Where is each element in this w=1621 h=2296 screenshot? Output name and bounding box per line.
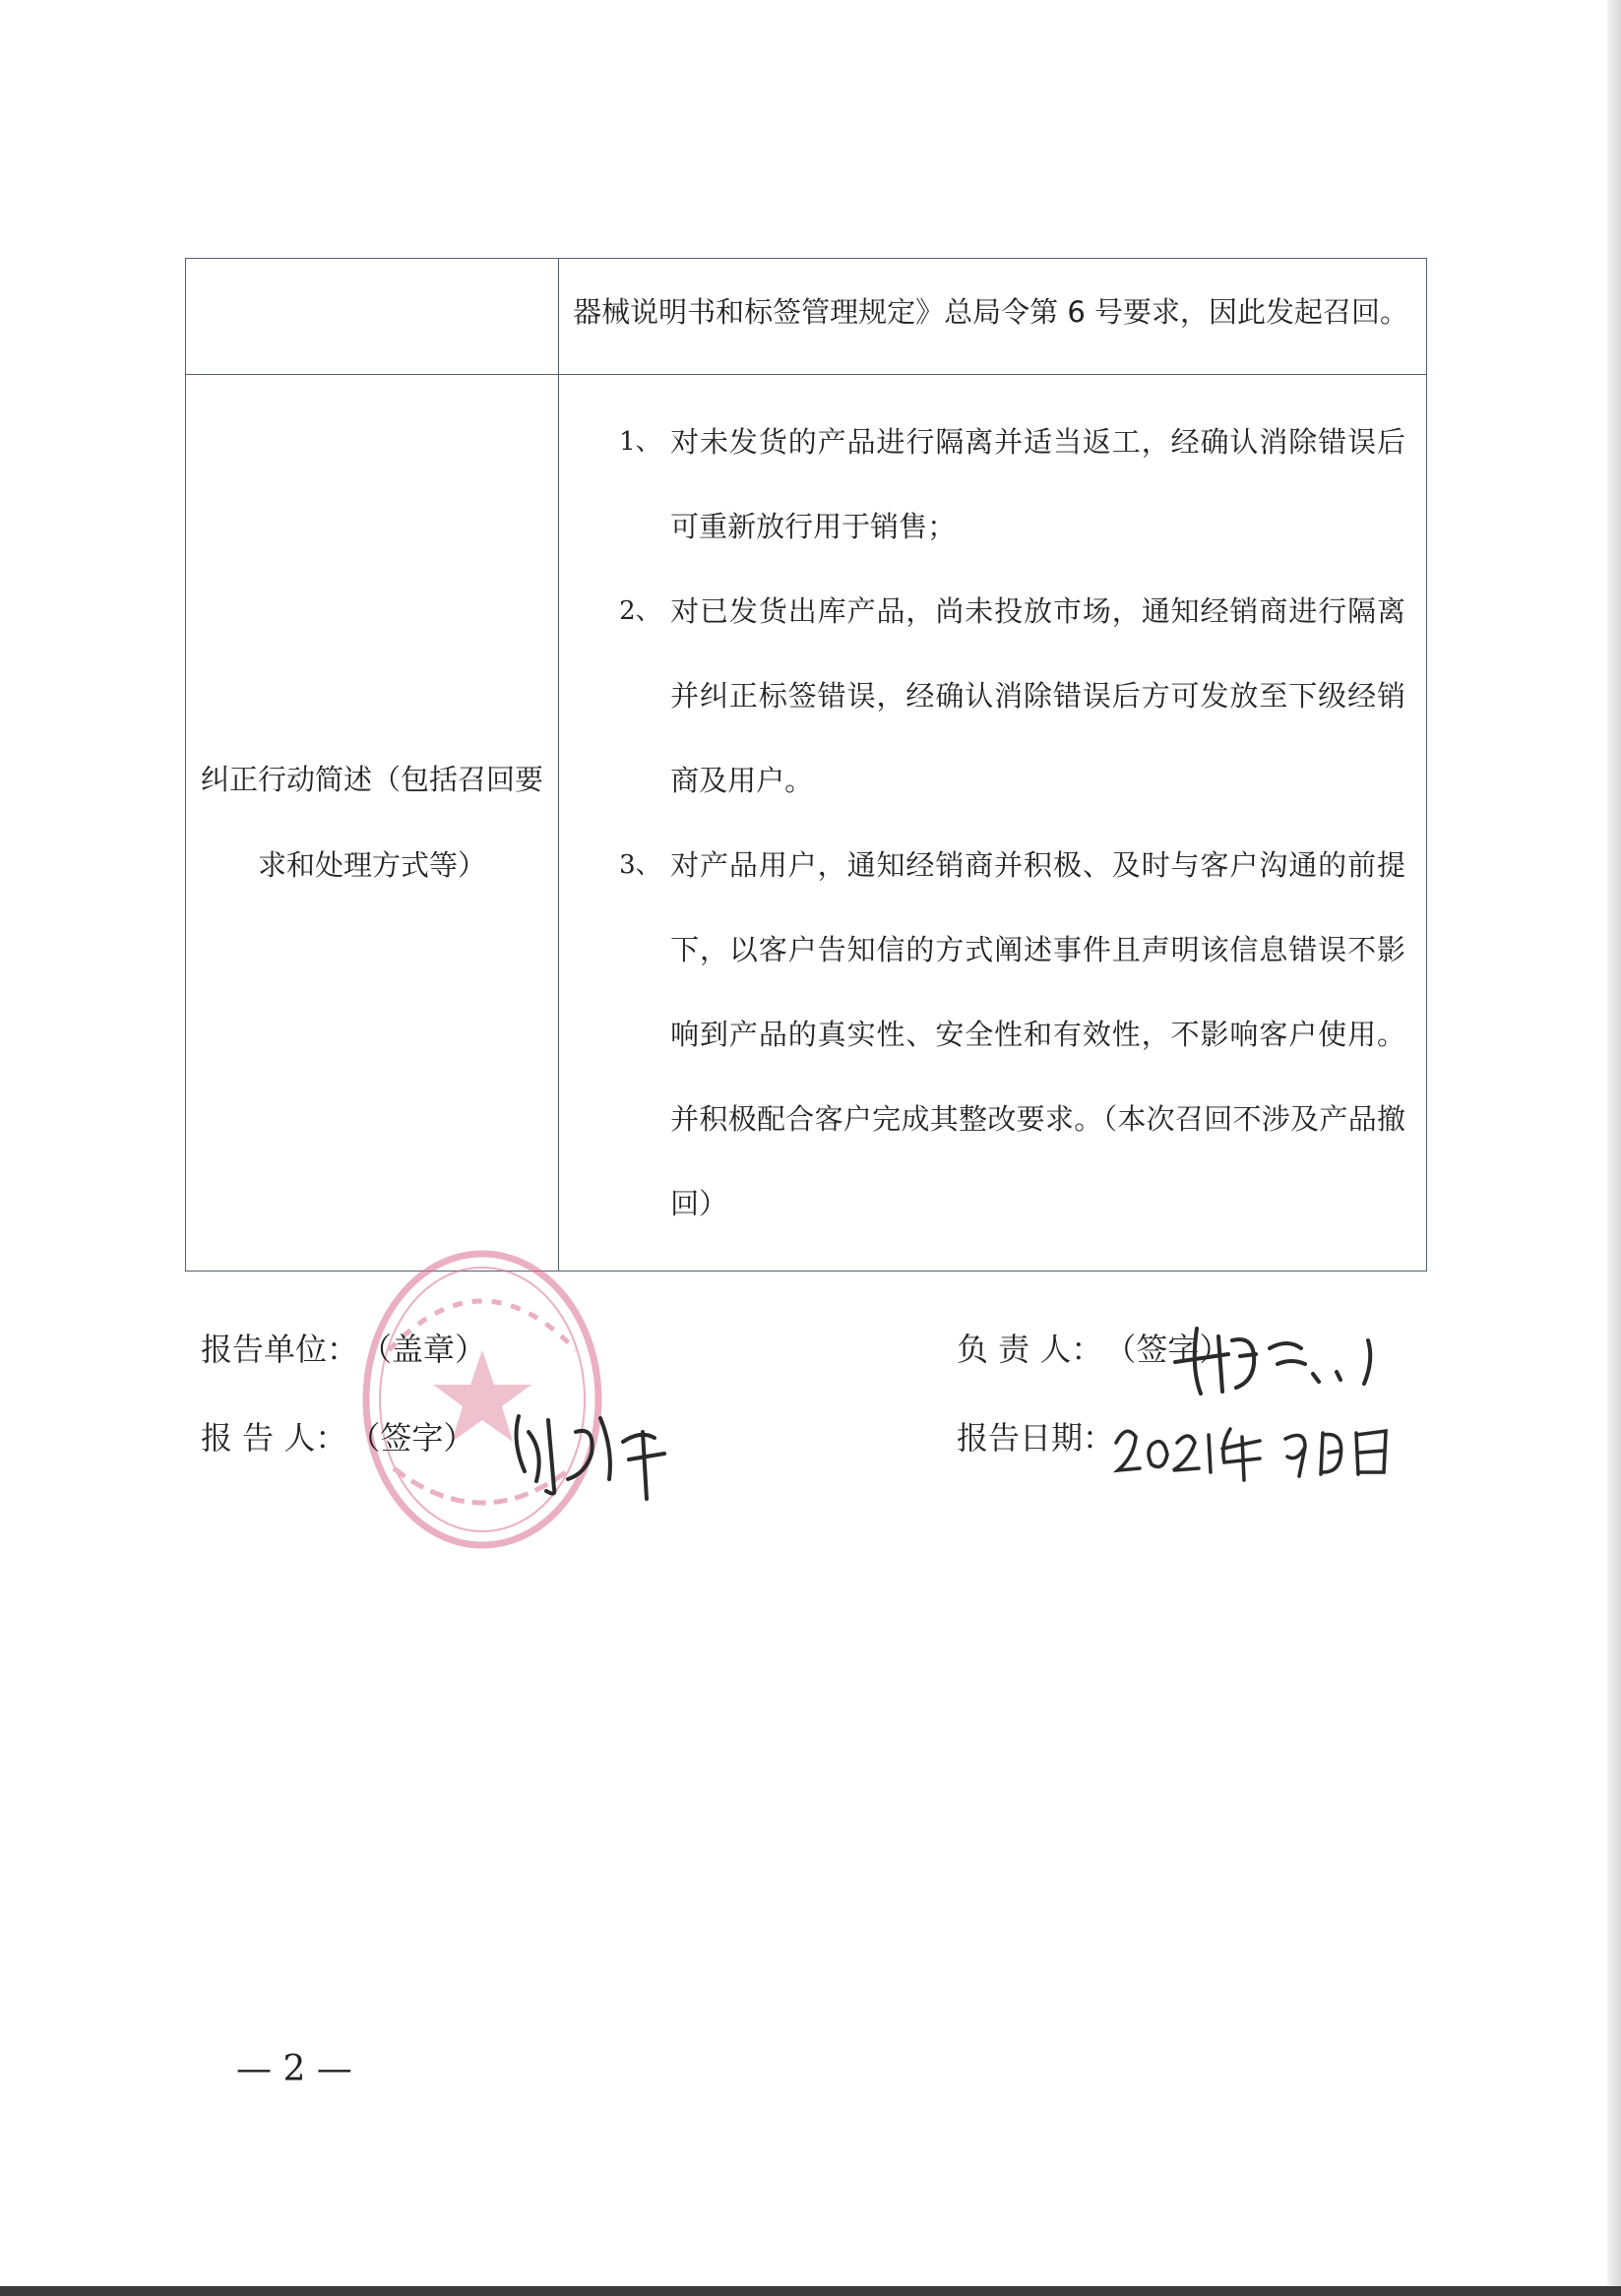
scan-bottom-border: [0, 2286, 1621, 2296]
row1-left-cell: [186, 259, 559, 375]
row1-right-cell: 器械说明书和标签管理规定》总局令第 6 号要求，因此发起召回。: [559, 259, 1427, 375]
page-edge-shadow: [1607, 0, 1621, 2296]
list-item: [619, 400, 1405, 569]
list-item: [619, 569, 1405, 823]
corrective-action-list: [560, 400, 1425, 1246]
report-unit-line: [201, 1325, 486, 1370]
handwritten-date: [1112, 1415, 1398, 1484]
report-date-line: [957, 1413, 1114, 1458]
item-text: 对产品用户，通知经销商并积极、及时与客户沟通的前提下，以客户告知信的方式阐述事件且声明该信息错误不影响到产品的真实性、安全性和有效性，不影响客户使用。并积极配合客户完成其整改要求。（本次召回不涉及产品撤回）: [670, 848, 1405, 1220]
report-unit-value: （盖章）: [376, 1331, 487, 1368]
item-text: 对已发货出库产品，尚未投放市场，通知经销商进行隔离并纠正标签错误，经确认消除错误后方可发放至下级经销商及用户。: [670, 594, 1405, 797]
item-number: 2、: [619, 596, 661, 626]
label-line-2: 求和处理方式等）: [258, 848, 487, 882]
corrective-action-content: [559, 375, 1427, 1272]
responsible-signature: [1171, 1319, 1388, 1397]
official-seal: [354, 1242, 610, 1557]
table-row: [186, 259, 1427, 375]
table-row: [186, 375, 1427, 1272]
reporter-signature: [507, 1402, 674, 1506]
item-number: 1、: [619, 427, 661, 457]
responsible-person-value: （签字）: [1120, 1331, 1231, 1368]
list-item: [619, 823, 1405, 1246]
reporter-line: [201, 1413, 474, 1458]
reporter-label: 报 告 人：: [201, 1419, 347, 1457]
page-number: — 2 —: [236, 2049, 352, 2089]
item-text: 对未发货的产品进行隔离并适当返工，经确认消除错误后可重新放行用于销售；: [670, 425, 1405, 543]
label-line-1: 纠正行动简述（包括召回要: [201, 763, 544, 796]
report-unit-label: 报告单位：: [201, 1331, 359, 1368]
reporter-value: （签字）: [364, 1419, 475, 1457]
corrective-action-label: [186, 375, 559, 1272]
item-number: 3、: [619, 850, 661, 880]
report-date-label: 报告日期：: [957, 1419, 1115, 1457]
responsible-person-label: 负 责 人：: [957, 1331, 1103, 1368]
report-table: [185, 258, 1427, 1272]
